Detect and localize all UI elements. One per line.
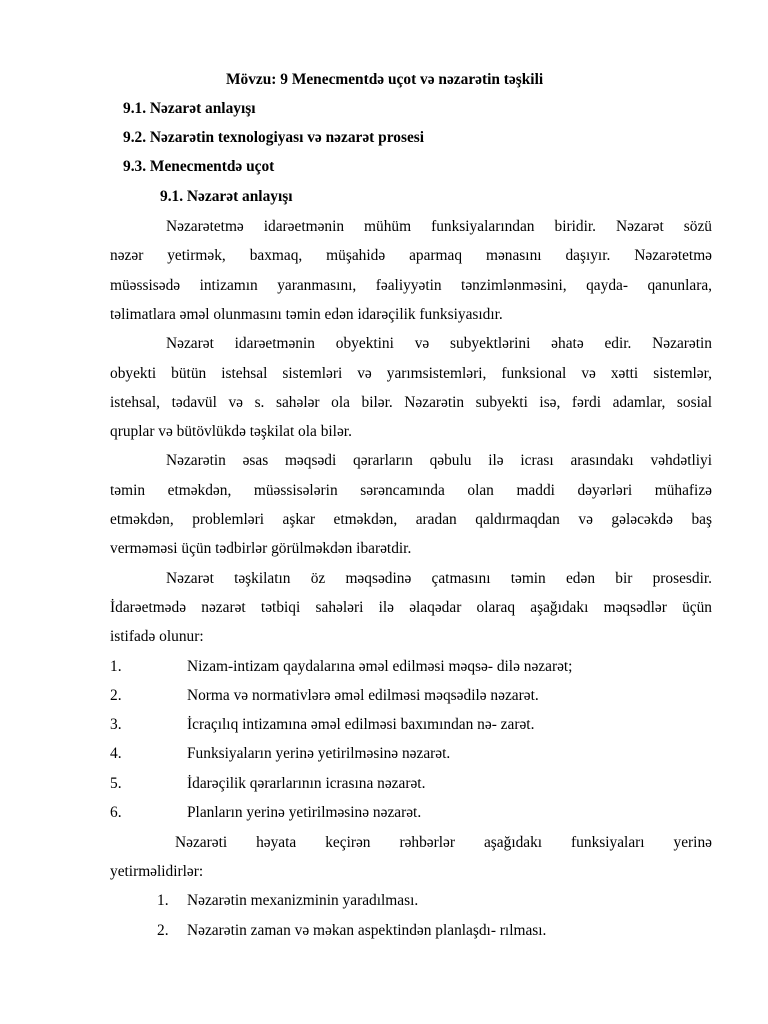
paragraph-line: yetirməlidirlər: bbox=[110, 863, 204, 880]
paragraph-line: təmin etməkdən, müəssisələrin sərəncamında olan maddi dəyərləri mühafizə bbox=[110, 482, 712, 499]
paragraph-line: obyekti bütün istehsal sistemləri və yarımsistemləri, funksional və xətti sistemlər, bbox=[110, 365, 712, 382]
list-item: İcraçılıq intizamına əməl edilməsi baxımından nə- zarət. bbox=[187, 716, 535, 733]
document-title: Mövzu: 9 Menecmentdə uçot və nəzarətin təşkili bbox=[226, 71, 544, 88]
list-number: 1. bbox=[157, 892, 169, 909]
list-item: İdarəçilik qərarlarının icrasına nəzarət. bbox=[187, 775, 426, 792]
paragraph-line: İdarəetmədə nəzarət tətbiqi sahələri ilə əlaqədar olaraq aşağıdakı məqsədlər üçün bbox=[110, 599, 712, 616]
list-item: Nəzarətin mexanizminin yaradılması. bbox=[187, 892, 419, 909]
paragraph-line: Nəzarəti həyata keçirən rəhbərlər aşağıdakı funksiyaları yerinə bbox=[175, 834, 712, 851]
list-item: Nizam-intizam qaydalarına əməl edilməsi məqsə- dilə nəzarət; bbox=[187, 658, 573, 675]
toc-item-9-1: 9.1. Nəzarət anlayışı bbox=[123, 100, 256, 117]
paragraph-line: Nəzarətin əsas məqsədi qərarların qəbulu ilə icrası arasındakı vəhdətliyi bbox=[166, 452, 712, 469]
list-item: Nəzarətin zaman və məkan aspektindən planlaşdı- rılması. bbox=[187, 922, 547, 939]
list-number: 2. bbox=[157, 922, 169, 939]
paragraph-line: təlimatlara əməl olunmasını təmin edən idarəçilik funksiyasıdır. bbox=[110, 306, 503, 323]
paragraph-line: istehsal, tədavül və s. sahələr ola bilər. Nəzarətin subyekti isə, fərdi adamlar, sosial bbox=[110, 394, 712, 411]
paragraph-line: nəzər yetirmək, baxmaq, müşahidə aparmaq mənasını daşıyır. Nəzarətetmə bbox=[110, 247, 712, 264]
list-item: Norma və normativlərə əməl edilməsi məqsədilə nəzarət. bbox=[187, 687, 539, 704]
list-number: 2. bbox=[110, 687, 122, 704]
list-number: 6. bbox=[110, 804, 122, 821]
paragraph-line: Nəzarət idarəetmənin obyektini və subyektlərini əhatə edir. Nəzarətin bbox=[166, 335, 712, 352]
list-number: 1. bbox=[110, 658, 122, 675]
toc-item-9-2: 9.2. Nəzarətin texnologiyası və nəzarət prosesi bbox=[123, 129, 425, 146]
paragraph-line: istifadə olunur: bbox=[110, 628, 204, 645]
paragraph-line: müəssisədə intizamın yaranmasını, fəaliyyətin tənzimlənməsini, qayda- qanunlara, bbox=[110, 277, 712, 294]
paragraph-line: verməməsi üçün tədbirlər görülməkdən ibarətdir. bbox=[110, 540, 412, 557]
list-number: 4. bbox=[110, 745, 122, 762]
list-number: 5. bbox=[110, 775, 122, 792]
paragraph-line: etməkdən, problemləri aşkar etməkdən, aradan qaldırmaqdan və gələcəkdə baş bbox=[110, 511, 712, 528]
list-item: Funksiyaların yerinə yetirilməsinə nəzarət. bbox=[187, 745, 451, 762]
list-number: 3. bbox=[110, 716, 122, 733]
section-heading: 9.1. Nəzarət anlayışı bbox=[160, 188, 293, 205]
toc-item-9-3: 9.3. Menecmentdə uçot bbox=[123, 158, 275, 175]
paragraph-line: Nəzarət təşkilatın öz məqsədinə çatmasını təmin edən bir prosesdir. bbox=[166, 570, 712, 587]
paragraph-line: qruplar və bütövlükdə təşkilat ola bilər. bbox=[110, 423, 352, 440]
list-item: Planların yerinə yetirilməsinə nəzarət. bbox=[187, 804, 422, 821]
paragraph-line: Nəzarətetmə idarəetmənin mühüm funksiyalarından biridir. Nəzarət sözü bbox=[166, 218, 712, 235]
